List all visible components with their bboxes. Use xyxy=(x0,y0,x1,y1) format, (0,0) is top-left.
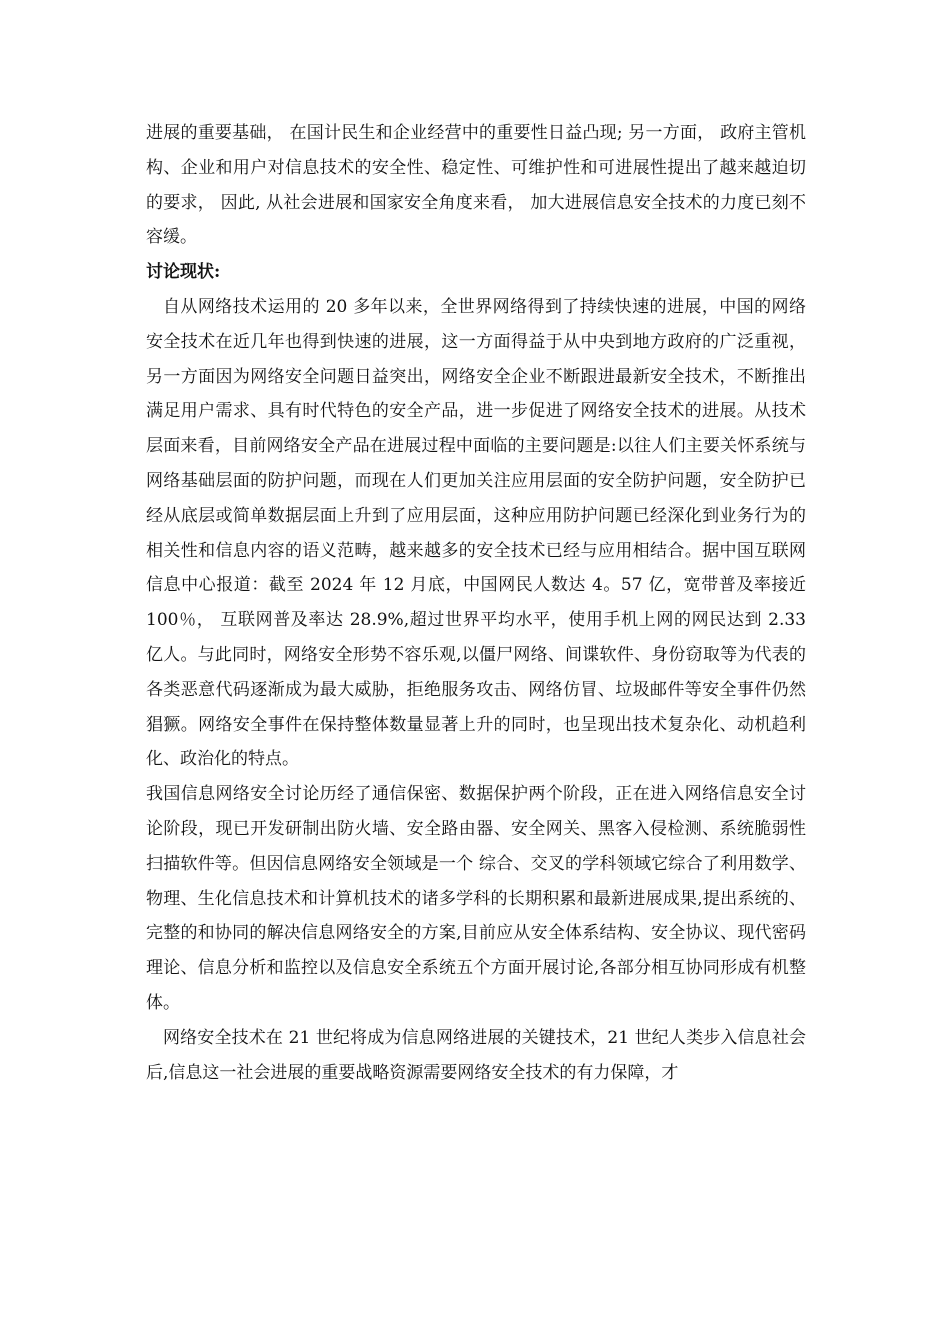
section-heading: 讨论现状: xyxy=(146,262,221,283)
paragraph-research-stages: 我国信息网络安全讨论历经了通信保密、数据保护两个阶段，正在进入网络信息安全讨论阶段，现已开发研制出防火墙、安全路由器、安全网关、黑客入侵检测、系统脆弱性扫描软件等。但因信息网络安全领域是一个 综合、交叉的学科领域它综合了利用数学、物理、生化信息技术和计算机技术的诸多学科的长期积累和最新进展成果,提出系统的、完整的和协同的解决信息网络安全的方案,目前应从安全体系结构、安全协议、现代密码理论、信息分析和监控以及信息安全系统五个方面开展讨论,各部分相互协同形成有机整体。 xyxy=(146,784,806,1013)
paragraph-status: 自从网络技术运用的 20 多年以来，全世界网络得到了持续快速的进展，中国的网络安全技术在近几年也得到快速的进展，这一方面得益于从中央到地方政府的广泛重视，另一方面因为网络安全问题日益突出，网络安全企业不断跟进最新安全技术，不断推出满足用户需求、具有时代特色的安全产品，进一步促进了网络安全技术的进展。从技术层面来看，目前网络安全产品在进展过程中面临的主要问题是:以往人们主要关怀系统与网络基础层面的防护问题，而现在人们更加关注应用层面的安全防护问题，安全防护已经从底层或简单数据层面上升到了应用层面，这种应用防护问题已经深化到业务行为的相关性和信息内容的语义范畴，越来越多的安全技术已经与应用相结合。据中国互联网信息中心报道：截至 2024 年 12 月底，中国网民人数达 4。57 亿，宽带普及率接近 100％， 互联网普及率达 28.9%,超过世界平均水平，使用手机上网的网民达到 2.33 亿人。与此同时，网络安全形势不容乐观,以僵尸网络、间谍软件、身份窃取等为代表的各类恶意代码逐渐成为最大威胁，拒绝服务攻击、网络仿冒、垃圾邮件等安全事件仍然猖獗。网络安全事件在保持整体数量显著上升的同时，也呈现出技术复杂化、动机趋利化、政治化的特点。 xyxy=(146,296,806,770)
document-body xyxy=(146,116,806,1090)
paragraph-intro: 进展的重要基础， 在国计民生和企业经营中的重要性日益凸现; 另一方面， 政府主管机构、企业和用户对信息技术的安全性、稳定性、可维护性和可进展性提出了越来越迫切的要求， 因此, 从社会进展和国家安全角度来看， 加大进展信息安全技术的力度已刻不容缓。 xyxy=(146,123,806,248)
paragraph-future: 网络安全技术在 21 世纪将成为信息网络进展的关键技术，21 世纪人类步入信息社会后,信息这一社会进展的重要战略资源需要网络安全技术的有力保障，才 xyxy=(146,1027,806,1083)
